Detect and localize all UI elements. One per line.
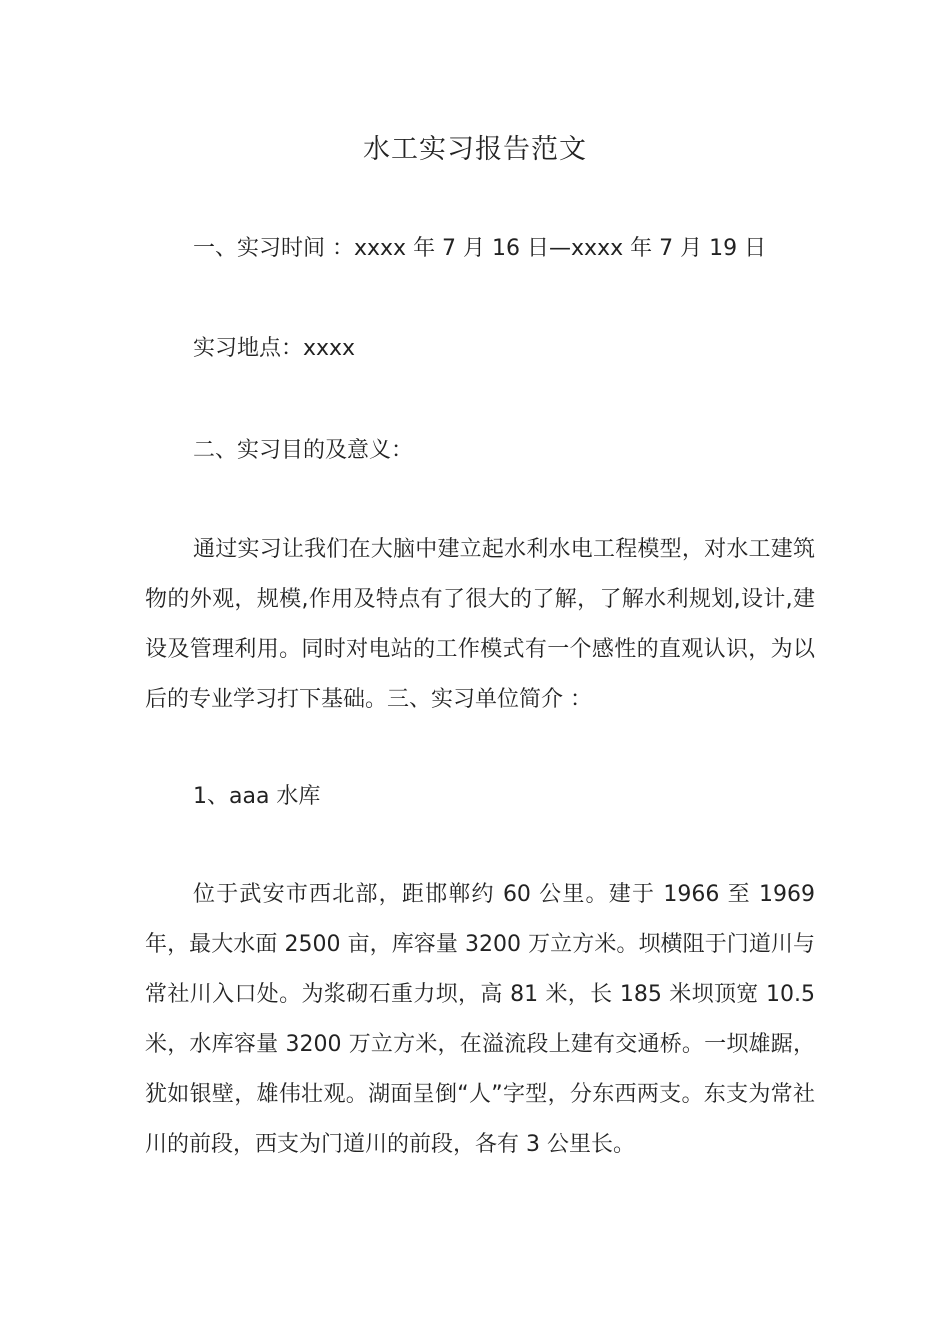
unit-1-heading: 1、aaa 水库 xyxy=(193,784,321,809)
unit-1-paragraph: 位于武安市西北部，距邯郸约 60 公里。建于 1966 至 1969 年，最大水面 2500 亩，库容量 3200 万立方米。坝横阻于门道川与常社川入口处。为浆砌石重力坝，高 81 米，长 185 米坝顶宽 10.5 米，水库容量 3200 万立方米，在溢流段上建有交通桥。一坝雄踞，犹如银壁，雄伟壮观。湖面呈倒“人”字型，分东西两支。东支为常社川的前段，西支为门道川的前段，各有 3 公里长。 xyxy=(145,882,815,1157)
document-title: 水工实习报告范文 xyxy=(363,134,587,165)
section-purpose-heading: 二、实习目的及意义： xyxy=(193,438,414,463)
practice-time-line: 一、实习时间 ：xxxx 年 7 月 16 日—xxxx 年 7 月 19 日 xyxy=(193,236,767,261)
practice-place-line: 实习地点：xxxx xyxy=(193,336,356,361)
purpose-paragraph: 通过实习让我们在大脑中建立起水利水电工程模型，对水工建筑物的外观，规模,作用及特点有了很大的了解，了解水利规划,设计,建设及管理利用。同时对电站的工作模式有一个感性的直观认识，为以后的专业学习打下基础。三、实习单位简介 ： xyxy=(145,537,815,712)
